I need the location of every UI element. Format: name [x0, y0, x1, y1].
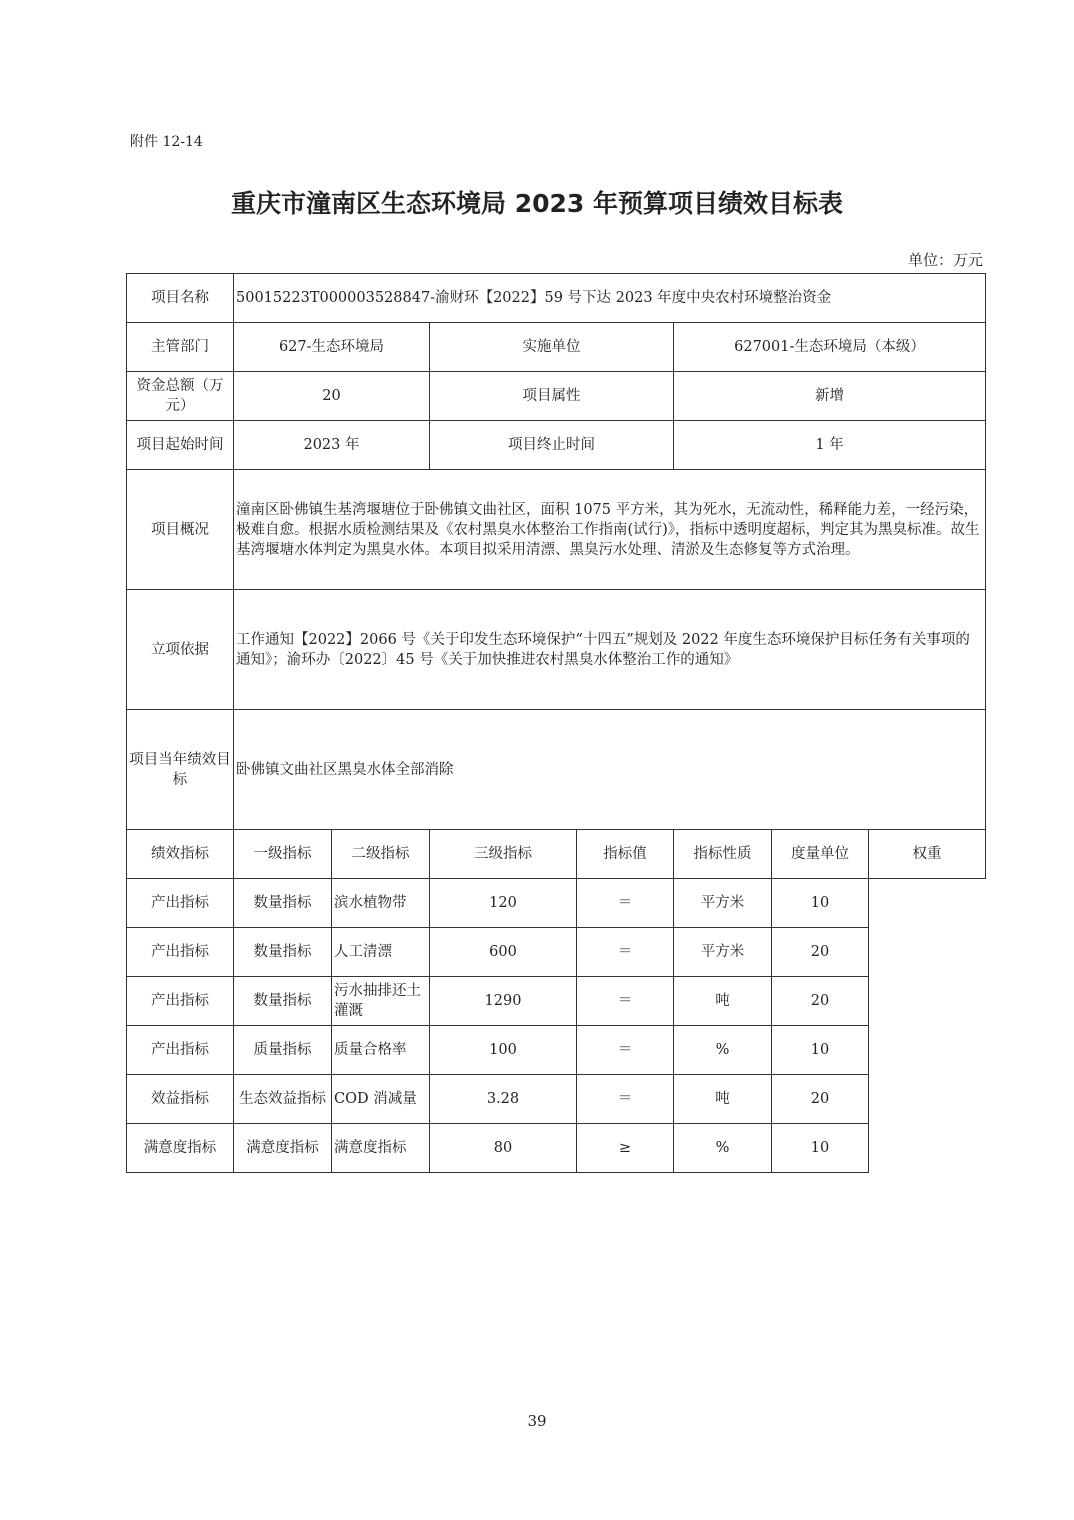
label-cell: 项目概况 — [127, 470, 234, 590]
indicator-cell: % — [674, 1026, 772, 1075]
end-value: 1 年 — [674, 421, 986, 470]
indicator-cell: 数量指标 — [234, 928, 332, 977]
indicator-cell: 产出指标 — [127, 1026, 234, 1075]
indicator-cell: 120 — [430, 879, 577, 928]
indicator-cell: 100 — [430, 1026, 577, 1075]
attr-value: 新增 — [674, 372, 986, 421]
indicator-cell: 效益指标 — [127, 1075, 234, 1124]
indicator-cell: 数量指标 — [234, 977, 332, 1026]
header-cell: 指标值 — [577, 830, 674, 879]
indicator-cell: 80 — [430, 1124, 577, 1173]
impl-value: 627001-生态环境局（本级） — [674, 323, 986, 372]
indicator-cell: ＝ — [577, 1075, 674, 1124]
indicator-cell: 生态效益指标 — [234, 1075, 332, 1124]
indicator-cell: 20 — [772, 1075, 869, 1124]
indicator-cell: 10 — [772, 879, 869, 928]
indicator-cell: 产出指标 — [127, 977, 234, 1026]
indicator-cell: 平方米 — [674, 879, 772, 928]
indicator-row — [127, 879, 986, 928]
attachment-label: 附件 12-14 — [130, 134, 203, 150]
header-cell: 二级指标 — [332, 830, 430, 879]
indicator-cell: ＝ — [577, 879, 674, 928]
label-cell: 项目属性 — [430, 372, 674, 421]
basis-text: 工作通知【2022】2066 号《关于印发生态环境保护“十四五”规划及 2022 年度生态环境保护目标任务有关事项的通知》；渝环办〔2022〕45 号《关于加快推进农村黑臭水体整治工作的通知》 — [234, 590, 986, 710]
indicator-row — [127, 1075, 986, 1124]
unit-label: 单位：万元 — [907, 251, 983, 269]
label-cell: 绩效指标 — [127, 830, 234, 879]
indicator-cell: ＝ — [577, 977, 674, 1026]
header-cell: 三级指标 — [430, 830, 577, 879]
start-value: 2023 年 — [234, 421, 430, 470]
label-cell: 项目当年绩效目标 — [127, 710, 234, 830]
indicator-cell: 20 — [772, 977, 869, 1026]
header-cell: 权重 — [869, 830, 986, 879]
page-number: 39 — [527, 1412, 547, 1430]
dept-value: 627-生态环境局 — [234, 323, 430, 372]
indicator-cell: 3.28 — [430, 1075, 577, 1124]
indicator-cell: ≥ — [577, 1124, 674, 1173]
indicator-cell: 数量指标 — [234, 879, 332, 928]
table-row — [127, 372, 986, 421]
indicator-row — [127, 1124, 986, 1173]
header-cell: 度量单位 — [772, 830, 869, 879]
indicator-row — [127, 977, 986, 1026]
indicator-cell: 平方米 — [674, 928, 772, 977]
indicator-header-row — [127, 830, 986, 879]
goal-text: 卧佛镇文曲社区黑臭水体全部消除 — [234, 710, 986, 830]
label-cell: 项目名称 — [127, 274, 234, 323]
label-cell: 资金总额（万元） — [127, 372, 234, 421]
indicator-cell: ＝ — [577, 1026, 674, 1075]
table-row — [127, 323, 986, 372]
project-name: 50015223T000003528847-渝财环【2022】59 号下达 2023 年度中央农村环境整治资金 — [234, 274, 986, 323]
table-row — [127, 421, 986, 470]
performance-table — [126, 273, 986, 1173]
table-row — [127, 274, 986, 323]
indicator-cell: 质量合格率 — [332, 1026, 430, 1075]
label-cell: 主管部门 — [127, 323, 234, 372]
indicator-cell: 10 — [772, 1026, 869, 1075]
label-cell: 实施单位 — [430, 323, 674, 372]
indicator-cell: COD 消减量 — [332, 1075, 430, 1124]
indicator-cell: 20 — [772, 928, 869, 977]
indicator-cell: 产出指标 — [127, 879, 234, 928]
indicator-cell: 产出指标 — [127, 928, 234, 977]
indicator-cell: 满意度指标 — [332, 1124, 430, 1173]
header-cell: 指标性质 — [674, 830, 772, 879]
indicator-cell: 1290 — [430, 977, 577, 1026]
fund-value: 20 — [234, 372, 430, 421]
indicator-cell: 人工清漂 — [332, 928, 430, 977]
table-row — [127, 470, 986, 590]
indicator-row — [127, 928, 986, 977]
indicator-cell: 10 — [772, 1124, 869, 1173]
table-row — [127, 590, 986, 710]
header-cell: 一级指标 — [234, 830, 332, 879]
label-cell: 立项依据 — [127, 590, 234, 710]
indicator-cell: 满意度指标 — [127, 1124, 234, 1173]
table-row — [127, 710, 986, 830]
label-cell: 项目起始时间 — [127, 421, 234, 470]
overview-text: 潼南区卧佛镇生基湾堰塘位于卧佛镇文曲社区，面积 1075 平方米，其为死水，无流动性，稀释能力差，一经污染，极难自愈。根据水质检测结果及《农村黑臭水体整治工作指南(试行)》，指标中透明度超标，判定其为黑臭标准。故生基湾堰塘水体判定为黑臭水体。本项目拟采用清漂、黑臭污水处理、清淤及生态修复等方式治理。 — [234, 470, 986, 590]
indicator-cell: 质量指标 — [234, 1026, 332, 1075]
indicator-cell: 600 — [430, 928, 577, 977]
indicator-row — [127, 1026, 986, 1075]
page-title: 重庆市潼南区生态环境局 2023 年预算项目绩效目标表 — [231, 189, 843, 218]
indicator-cell: 吨 — [674, 1075, 772, 1124]
indicator-cell: ＝ — [577, 928, 674, 977]
indicator-cell: % — [674, 1124, 772, 1173]
indicator-cell: 污水抽排还土灌溉 — [332, 977, 430, 1026]
indicator-cell: 满意度指标 — [234, 1124, 332, 1173]
label-cell: 项目终止时间 — [430, 421, 674, 470]
indicator-cell: 吨 — [674, 977, 772, 1026]
indicator-cell: 滨水植物带 — [332, 879, 430, 928]
